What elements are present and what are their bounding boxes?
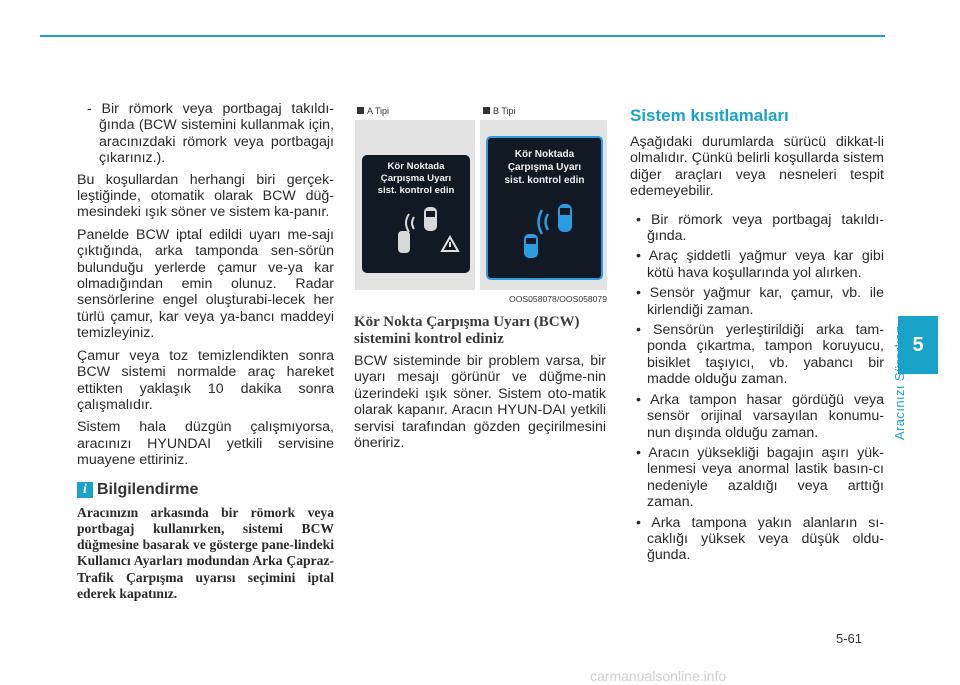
display-message-b: Kör Noktada Çarpışma Uyarı sist. kontrol edin (504, 149, 585, 186)
intro-paragraph: Aşağıdaki durumlarda sürücü dikkat-li olmalıdır. Çünkü belirli koşullarda sistem diğer araçları veya nesneleri tespit edemeyebilir. (630, 134, 884, 200)
list-item: • Sensör yağmur kar, çamur, vb. ile kirlendiği zaman. (636, 285, 884, 318)
paragraph: Çamur veya toz temizlendikten sonra BCW sistemi normalde araç hareket ettikten yaklaşık 10 dakika sonra çalışmalıdır. (77, 347, 334, 413)
cluster-display-a (362, 155, 470, 273)
chapter-title: Aracınızı Sürerken (892, 325, 907, 440)
display-message-a: Kör Noktada Çarpışma Uyarı sist. kontrol edin (377, 161, 455, 196)
info-header (77, 481, 334, 499)
figure-code: OOS058078/OOS058079 (509, 294, 607, 304)
panel-type-b (480, 120, 607, 290)
right-column (630, 106, 884, 568)
middle-column (354, 314, 606, 451)
car-warning-icon (488, 196, 601, 276)
chapter-tab: 5 (898, 316, 938, 374)
figure-label-a: A Tipi (357, 106, 389, 116)
paragraph: Bu koşullardan herhangi biri gerçek-leştiğinde, otomatik olarak BCW düğ-mesindeki ışık söner ve sistem ka-panır. (77, 171, 334, 221)
watermark: carmanualsonline.info (590, 668, 727, 684)
figure (355, 106, 607, 306)
list-item: • Araç şiddetli yağmur veya kar gibi kötü hava koşullarında yol alırken. (636, 248, 884, 281)
list-item: • Arka tampon hasar gördüğü veya sensör orijinal varsayılan konumu-nun dışında olduğu zaman. (636, 391, 884, 441)
paragraph: Sistem hala düzgün çalışmıyorsa, aracınızı HYUNDAI yetkili servisine muayene ettiriniz. (77, 419, 334, 469)
list-item: • Aracın yüksekliği bagajın aşırı yük-lenmesi veya anormal lastik basın-cı nedeniyle azaldığı veya arttığı zaman. (636, 444, 884, 511)
info-body: Aracınızın arkasında bir römork veya portbagaj kullanırken, sistemi BCW düğmesine basarak ve gösterge pane-lindeki Kullanıcı Ayarları modundan Arka Çapraz-Trafik Çarpışma uyarısı seçimini iptal ederek kapatınız. (77, 504, 334, 601)
cluster-display-b (486, 136, 603, 280)
info-icon: i (77, 482, 93, 498)
car-warning-icon (362, 203, 470, 269)
section-title: Sistem kısıtlamaları (630, 106, 789, 125)
paragraph: BCW sisteminde bir problem varsa, bir uyarı mesajı görünür ve düğme-nin üzerindeki ışık söner. Sistem oto-matik olarak kapanır. Aracın HYUN-DAI yetkili servisi tarafından gözden geçirilmesini öneririz. (354, 353, 606, 452)
paragraph: Panelde BCW iptal edildi uyarı me-sajı çıktığında, arka tamponda sen-sörün bulunduğu yerlerde çamur ve-ya kar olmadığından emin olunuz. Radar sensörlerine engel oluşturabi-lecek her türlü çamur, kar veya ya-bancı maddeyi temizleyiniz. (77, 226, 334, 342)
list-item: • Bir römork veya portbagaj takıldı-ğında. (636, 211, 884, 245)
page-number: 5-61 (836, 631, 863, 646)
info-title: Bilgilendirme (97, 480, 199, 498)
list-item: • Sensörün yerleştirildiği arka tam-ponda çıkartma, tampon koruyucu, bisiklet taşıyıcı, vb. yabancı bir madde olduğu zaman. (636, 322, 884, 388)
indent-item: - Bir römork veya portbagaj takıldı-ğında (BCW sistemini kullanmak için, aracınızdaki römork veya portbagajı çıkarınız.). (87, 101, 334, 167)
list-item: • Arka tampona yakın alanların sı-caklığı yüksek veya düşük oldu-ğunda. (636, 514, 884, 564)
top-rule (40, 35, 885, 37)
panel-type-a (355, 120, 475, 290)
left-column (77, 101, 334, 602)
section-heading: Kör Nokta Çarpışma Uyarı (BCW) sistemini kontrol ediniz (354, 314, 580, 347)
figure-label-b: B Tipi (483, 106, 516, 116)
